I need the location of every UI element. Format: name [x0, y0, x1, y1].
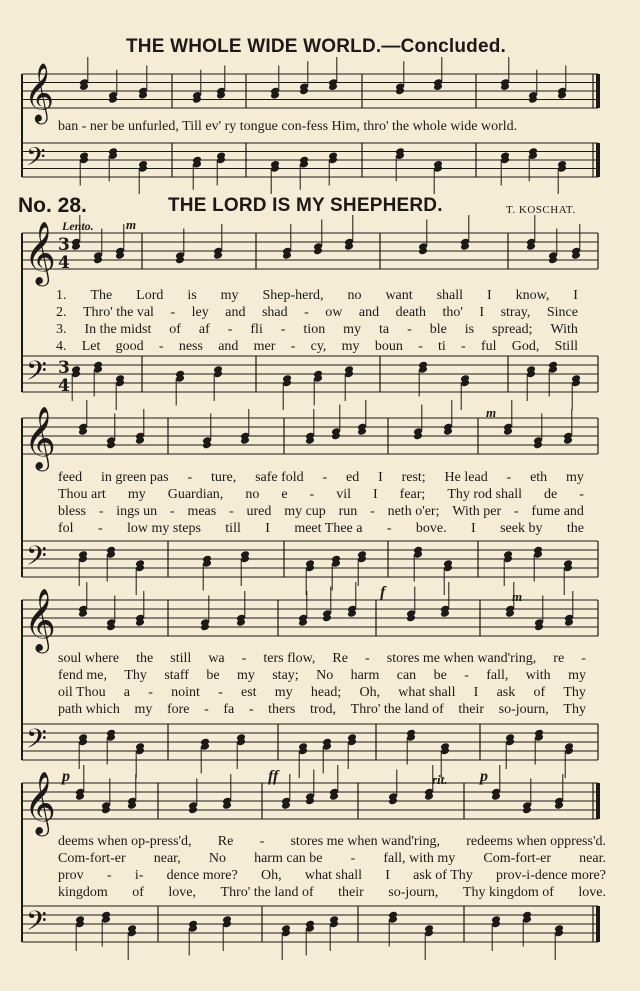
lyric-syllable: - [309, 487, 315, 502]
lyric-syllable: so-journ, [388, 885, 439, 900]
lyric-syllable: stay; [272, 668, 299, 683]
lyric-syllable: - [386, 521, 392, 536]
lyric-syllable: ta [379, 322, 390, 337]
time-signature: 4 [58, 376, 70, 396]
lyric-syllable: my [566, 470, 584, 485]
lyric-syllable: No [208, 851, 226, 866]
lyric-syllable: the [566, 521, 584, 536]
lyric-syllable: Re [217, 834, 234, 849]
lyric-syllable: eth [530, 470, 548, 485]
lyric-syllable: dence more? [166, 868, 238, 883]
hymn-number: No. 28. [18, 194, 87, 217]
final-barline [596, 906, 600, 942]
lyric-syllable: - [464, 668, 469, 683]
lyric-syllable: stores me when wand'ring, [386, 651, 537, 666]
lyric-syllable: tion [303, 322, 326, 337]
lyric-line [56, 338, 578, 355]
treble-clef: 𝄞 [24, 587, 56, 651]
lyric-syllable: feed [58, 470, 83, 485]
lyric-syllable: - [461, 339, 466, 354]
lyric-syllable: fear; [399, 487, 426, 502]
lyric-syllable: 2. [56, 305, 67, 320]
lyric-syllable: my [341, 339, 360, 354]
lyric-syllable: ask [496, 685, 516, 700]
dynamic-mark: m [486, 405, 497, 420]
lyric-syllable: soul where [58, 651, 120, 666]
lyric-syllable: e [281, 487, 288, 502]
lyric-syllable: - [229, 504, 234, 519]
lyric-syllable: Thy kingdom of [462, 885, 554, 900]
final-barline [596, 143, 600, 177]
lyric-syllable: my [568, 668, 586, 683]
lyric-syllable: seek by [500, 521, 543, 536]
lyric-syllable: I [265, 521, 270, 536]
dynamic-mark: m [126, 217, 137, 232]
dynamic-mark: ff [268, 768, 279, 785]
treble-clef: 𝄞 [24, 405, 56, 469]
top-lyric-line: ban - ner be unfurled, Till ev' ry tongue con-fess Him, thro' the whole wide world. [58, 119, 518, 134]
lyric-syllable: - [227, 322, 233, 337]
lyric-syllable: The [90, 288, 113, 303]
dynamic-mark: m [512, 589, 523, 604]
lyric-line [58, 850, 606, 867]
dynamic-mark: p [62, 768, 70, 785]
lyric-syllable: their [338, 885, 364, 900]
lyric-syllable: I [473, 685, 479, 700]
lyric-syllable: Re [332, 651, 348, 666]
lyric-syllable: vil [336, 487, 351, 502]
lyric-syllable: 4. [56, 339, 67, 354]
lyric-line [58, 833, 606, 850]
lyric-syllable: - [370, 504, 375, 519]
lyric-syllable: de [543, 487, 558, 502]
dynamic-mark: rit. [432, 772, 448, 787]
lyric-syllable: fa [223, 702, 235, 717]
lyric-syllable: No [316, 668, 334, 683]
lyric-syllable: Let [81, 339, 101, 354]
lyric-syllable: fli [250, 322, 263, 337]
lyric-syllable: Thou art [58, 487, 106, 502]
time-signature: 4 [58, 253, 70, 273]
lyric-syllable: Thro' the land of [350, 702, 444, 717]
lyric-syllable: Thy [124, 668, 147, 683]
lyric-line [56, 304, 578, 321]
lyric-syllable: - [506, 470, 512, 485]
lyric-syllable: tho' [442, 305, 463, 320]
lyric-syllable: death [395, 305, 426, 320]
treble-clef: 𝄞 [24, 770, 56, 834]
treble-clef: 𝄞 [24, 63, 55, 123]
lyric-syllable: of [533, 685, 546, 700]
lyric-syllable: is [187, 288, 197, 303]
lyric-syllable: be [433, 668, 447, 683]
lyric-syllable: - [259, 834, 265, 849]
lyric-syllable: mer [253, 339, 276, 354]
lyric-syllable: deems when op-press'd, [58, 834, 192, 849]
lyric-syllable: He lead [444, 470, 488, 485]
lyric-syllable: fore [166, 702, 190, 717]
lyric-syllable: I [487, 288, 492, 303]
lyric-syllable: my [127, 487, 146, 502]
lyric-syllable: Thy rod shall [447, 487, 522, 502]
lyric-syllable: meet Thee a [294, 521, 363, 536]
lyric-syllable: - [407, 322, 412, 337]
lyric-syllable: - [106, 868, 112, 883]
lyric-syllable: and [358, 305, 380, 320]
lyric-line [58, 520, 584, 537]
lyric-syllable: Oh, [359, 685, 381, 700]
lyric-syllable: head; [310, 685, 342, 700]
lyric-syllable: Lord [136, 288, 164, 303]
lyric-line [58, 650, 586, 667]
lyric-syllable: of [169, 322, 181, 337]
lyric-line [56, 287, 578, 304]
lyric-syllable: safe fold [255, 470, 304, 485]
lyric-syllable: I [385, 868, 390, 883]
lyric-syllable: Oh, [260, 868, 282, 883]
lyric-syllable: and [225, 305, 246, 320]
lyric-line [56, 321, 578, 338]
lyric-syllable: - [204, 702, 209, 717]
lyric-syllable: staff [164, 668, 189, 683]
lyric-syllable: ful [480, 339, 497, 354]
lyric-syllable: Com-fort-er [483, 851, 552, 866]
lyric-syllable: ask of Thy [413, 868, 473, 883]
lyric-syllable: stray, [500, 305, 531, 320]
lyric-syllable: 3. [56, 322, 67, 337]
lyric-syllable: low my steps [127, 521, 201, 536]
lyric-syllable: - [170, 305, 176, 320]
lyric-syllable: - [98, 504, 104, 519]
lyric-syllable: thers [268, 702, 296, 717]
lyric-syllable: stores me when wand'ring, [290, 834, 440, 849]
lyric-syllable: ti [437, 339, 446, 354]
lyric-syllable: Guardian, [167, 487, 224, 502]
bass-clef: 𝄢 [26, 904, 47, 943]
lyric-syllable: - [97, 521, 103, 536]
bass-clef: 𝄢 [26, 722, 47, 761]
lyric-syllable: 1. [56, 288, 67, 303]
lyric-syllable: be [206, 668, 220, 683]
lyric-syllable: my [274, 685, 293, 700]
lyric-syllable: - [418, 339, 423, 354]
lyric-syllable: their [458, 702, 485, 717]
lyric-syllable: what shall [304, 868, 362, 883]
lyric-syllable: - [304, 305, 309, 320]
lyric-syllable: In the midst [84, 322, 152, 337]
lyric-syllable: run [338, 504, 358, 519]
lyric-syllable: - [241, 651, 247, 666]
lyric-line [58, 667, 586, 684]
lyric-syllable: Shep-herd, [262, 288, 324, 303]
lyric-syllable: good [115, 339, 144, 354]
bass-clef: 𝄢 [26, 143, 46, 179]
lyric-syllable: my cup [284, 504, 326, 519]
lyric-syllable: want [385, 288, 413, 303]
lyric-syllable: Thy [563, 702, 586, 717]
lyric-syllable: near, [153, 851, 181, 866]
lyric-line [58, 503, 584, 520]
lyric-syllable: Thy [563, 685, 586, 700]
lyric-syllable: est [241, 685, 257, 700]
time-signature: 3 [58, 235, 70, 255]
lyric-syllable: prov [58, 868, 84, 883]
lyric-syllable: fume and [531, 504, 584, 519]
lyric-syllable: my [134, 702, 153, 717]
lyric-syllable: - [158, 339, 164, 354]
treble-clef: 𝄞 [24, 220, 56, 284]
lyric-syllable: with [525, 668, 551, 683]
lyric-syllable: still [170, 651, 192, 666]
lyric-syllable: - [187, 470, 193, 485]
lyric-syllable: is [464, 322, 475, 337]
final-barline [596, 74, 600, 108]
lyric-syllable: - [280, 322, 286, 337]
lyric-syllable: love. [578, 885, 606, 900]
lyric-syllable: trod, [309, 702, 337, 717]
hymn-composer: T. KOSCHAT. [506, 204, 576, 216]
page-title: THE WHOLE WIDE WORLD.—Concluded. [126, 36, 507, 57]
lyric-syllable: my [236, 668, 255, 683]
lyric-syllable: path which [58, 702, 120, 717]
lyric-syllable: so-journ, [498, 702, 549, 717]
lyric-syllable: ness [178, 339, 203, 354]
lyric-syllable: Since [546, 305, 578, 320]
lyric-syllable: - [365, 651, 370, 666]
lyric-syllable: - [148, 685, 153, 700]
lyric-line [58, 701, 586, 718]
lyric-syllable: - [169, 504, 175, 519]
lyric-syllable: ings un [116, 504, 158, 519]
lyric-syllable: - [581, 651, 586, 666]
lyric-syllable: I [573, 288, 578, 303]
lyric-syllable: in green pas [100, 470, 169, 485]
lyric-syllable: know, [515, 288, 550, 303]
lyric-syllable: With [550, 322, 578, 337]
lyric-syllable: my [343, 322, 362, 337]
lyric-line [58, 486, 584, 503]
lyric-syllable: - [579, 487, 584, 502]
lyric-syllable: - [248, 702, 254, 717]
lyric-syllable: my [220, 288, 239, 303]
lyric-syllable: prov-i-dence more? [495, 868, 606, 883]
lyric-syllable: bove. [415, 521, 447, 536]
lyric-syllable: ble [429, 322, 447, 337]
lyric-syllable: ow [325, 305, 343, 320]
lyric-syllable: and [218, 339, 239, 354]
lyric-syllable: wa [208, 651, 225, 666]
lyric-syllable: no [245, 487, 260, 502]
lyric-syllable: kingdom [58, 885, 108, 900]
lyric-syllable: ters flow, [263, 651, 316, 666]
lyric-syllable: meas [187, 504, 217, 519]
lyric-syllable: - [513, 504, 519, 519]
lyric-syllable: fall, [486, 668, 509, 683]
lyric-syllable: Thro' the land of [220, 885, 314, 900]
lyric-syllable: Still [554, 339, 578, 354]
lyric-syllable: I [372, 487, 378, 502]
lyric-syllable: I [378, 470, 383, 485]
tempo-marking: Lento. [62, 219, 94, 233]
lyric-syllable: - [350, 851, 356, 866]
lyric-syllable: God, [511, 339, 540, 354]
lyric-syllable: harm can be [254, 851, 323, 866]
lyric-syllable: till [225, 521, 241, 536]
lyric-line [58, 469, 584, 486]
lyric-syllable: I [471, 521, 476, 536]
lyric-line [58, 867, 606, 884]
lyric-syllable: cy, [310, 339, 327, 354]
lyric-syllable: a [123, 685, 131, 700]
lyric-syllable: i- [134, 868, 144, 883]
lyric-syllable: of [132, 885, 144, 900]
lyric-syllable: af [198, 322, 210, 337]
hymn-title: THE LORD IS MY SHEPHERD. [168, 195, 443, 216]
lyric-syllable: rest; [401, 470, 426, 485]
lyric-syllable: ed [346, 470, 360, 485]
lyric-syllable: fend me, [58, 668, 107, 683]
lyric-syllable: bless [58, 504, 86, 519]
lyric-syllable: fall, with my [383, 851, 456, 866]
final-barline [596, 783, 600, 819]
lyric-syllable: oil Thou [58, 685, 106, 700]
time-signature: 3 [58, 358, 70, 378]
lyric-syllable: I [479, 305, 485, 320]
lyric-syllable: spread; [492, 322, 533, 337]
lyric-syllable: re [553, 651, 565, 666]
lyric-syllable: Thro' the val [83, 305, 154, 320]
lyric-line [58, 684, 586, 701]
lyric-syllable: love, [168, 885, 197, 900]
lyric-syllable: fol [58, 521, 74, 536]
bass-clef: 𝄢 [26, 539, 47, 578]
lyric-syllable: ture, [210, 470, 237, 485]
bass-clef: 𝄢 [26, 354, 47, 393]
lyric-syllable: shad [261, 305, 288, 320]
dynamic-mark: p [480, 768, 488, 785]
lyric-syllable: the [136, 651, 154, 666]
lyric-syllable: noint [171, 685, 200, 700]
lyric-syllable: can [396, 668, 417, 683]
dynamic-mark: f [380, 584, 386, 601]
lyric-syllable: boun [374, 339, 403, 354]
lyric-syllable: what shall [398, 685, 456, 700]
lyric-syllable: neth o'er; [387, 504, 440, 519]
lyric-syllable: shall [436, 288, 464, 303]
lyric-syllable: redeems when oppress'd. [466, 834, 606, 849]
lyric-syllable: - [290, 339, 296, 354]
lyric-syllable: With per [452, 504, 502, 519]
lyric-syllable: Com-fort-er [58, 851, 126, 866]
lyric-line [58, 884, 606, 901]
lyric-syllable: ured [246, 504, 272, 519]
lyric-syllable: harm [350, 668, 380, 683]
lyric-syllable: no [347, 288, 362, 303]
lyric-syllable: - [322, 470, 328, 485]
lyric-syllable: near. [579, 851, 606, 866]
lyric-syllable: - [218, 685, 223, 700]
lyric-syllable: ley [191, 305, 209, 320]
